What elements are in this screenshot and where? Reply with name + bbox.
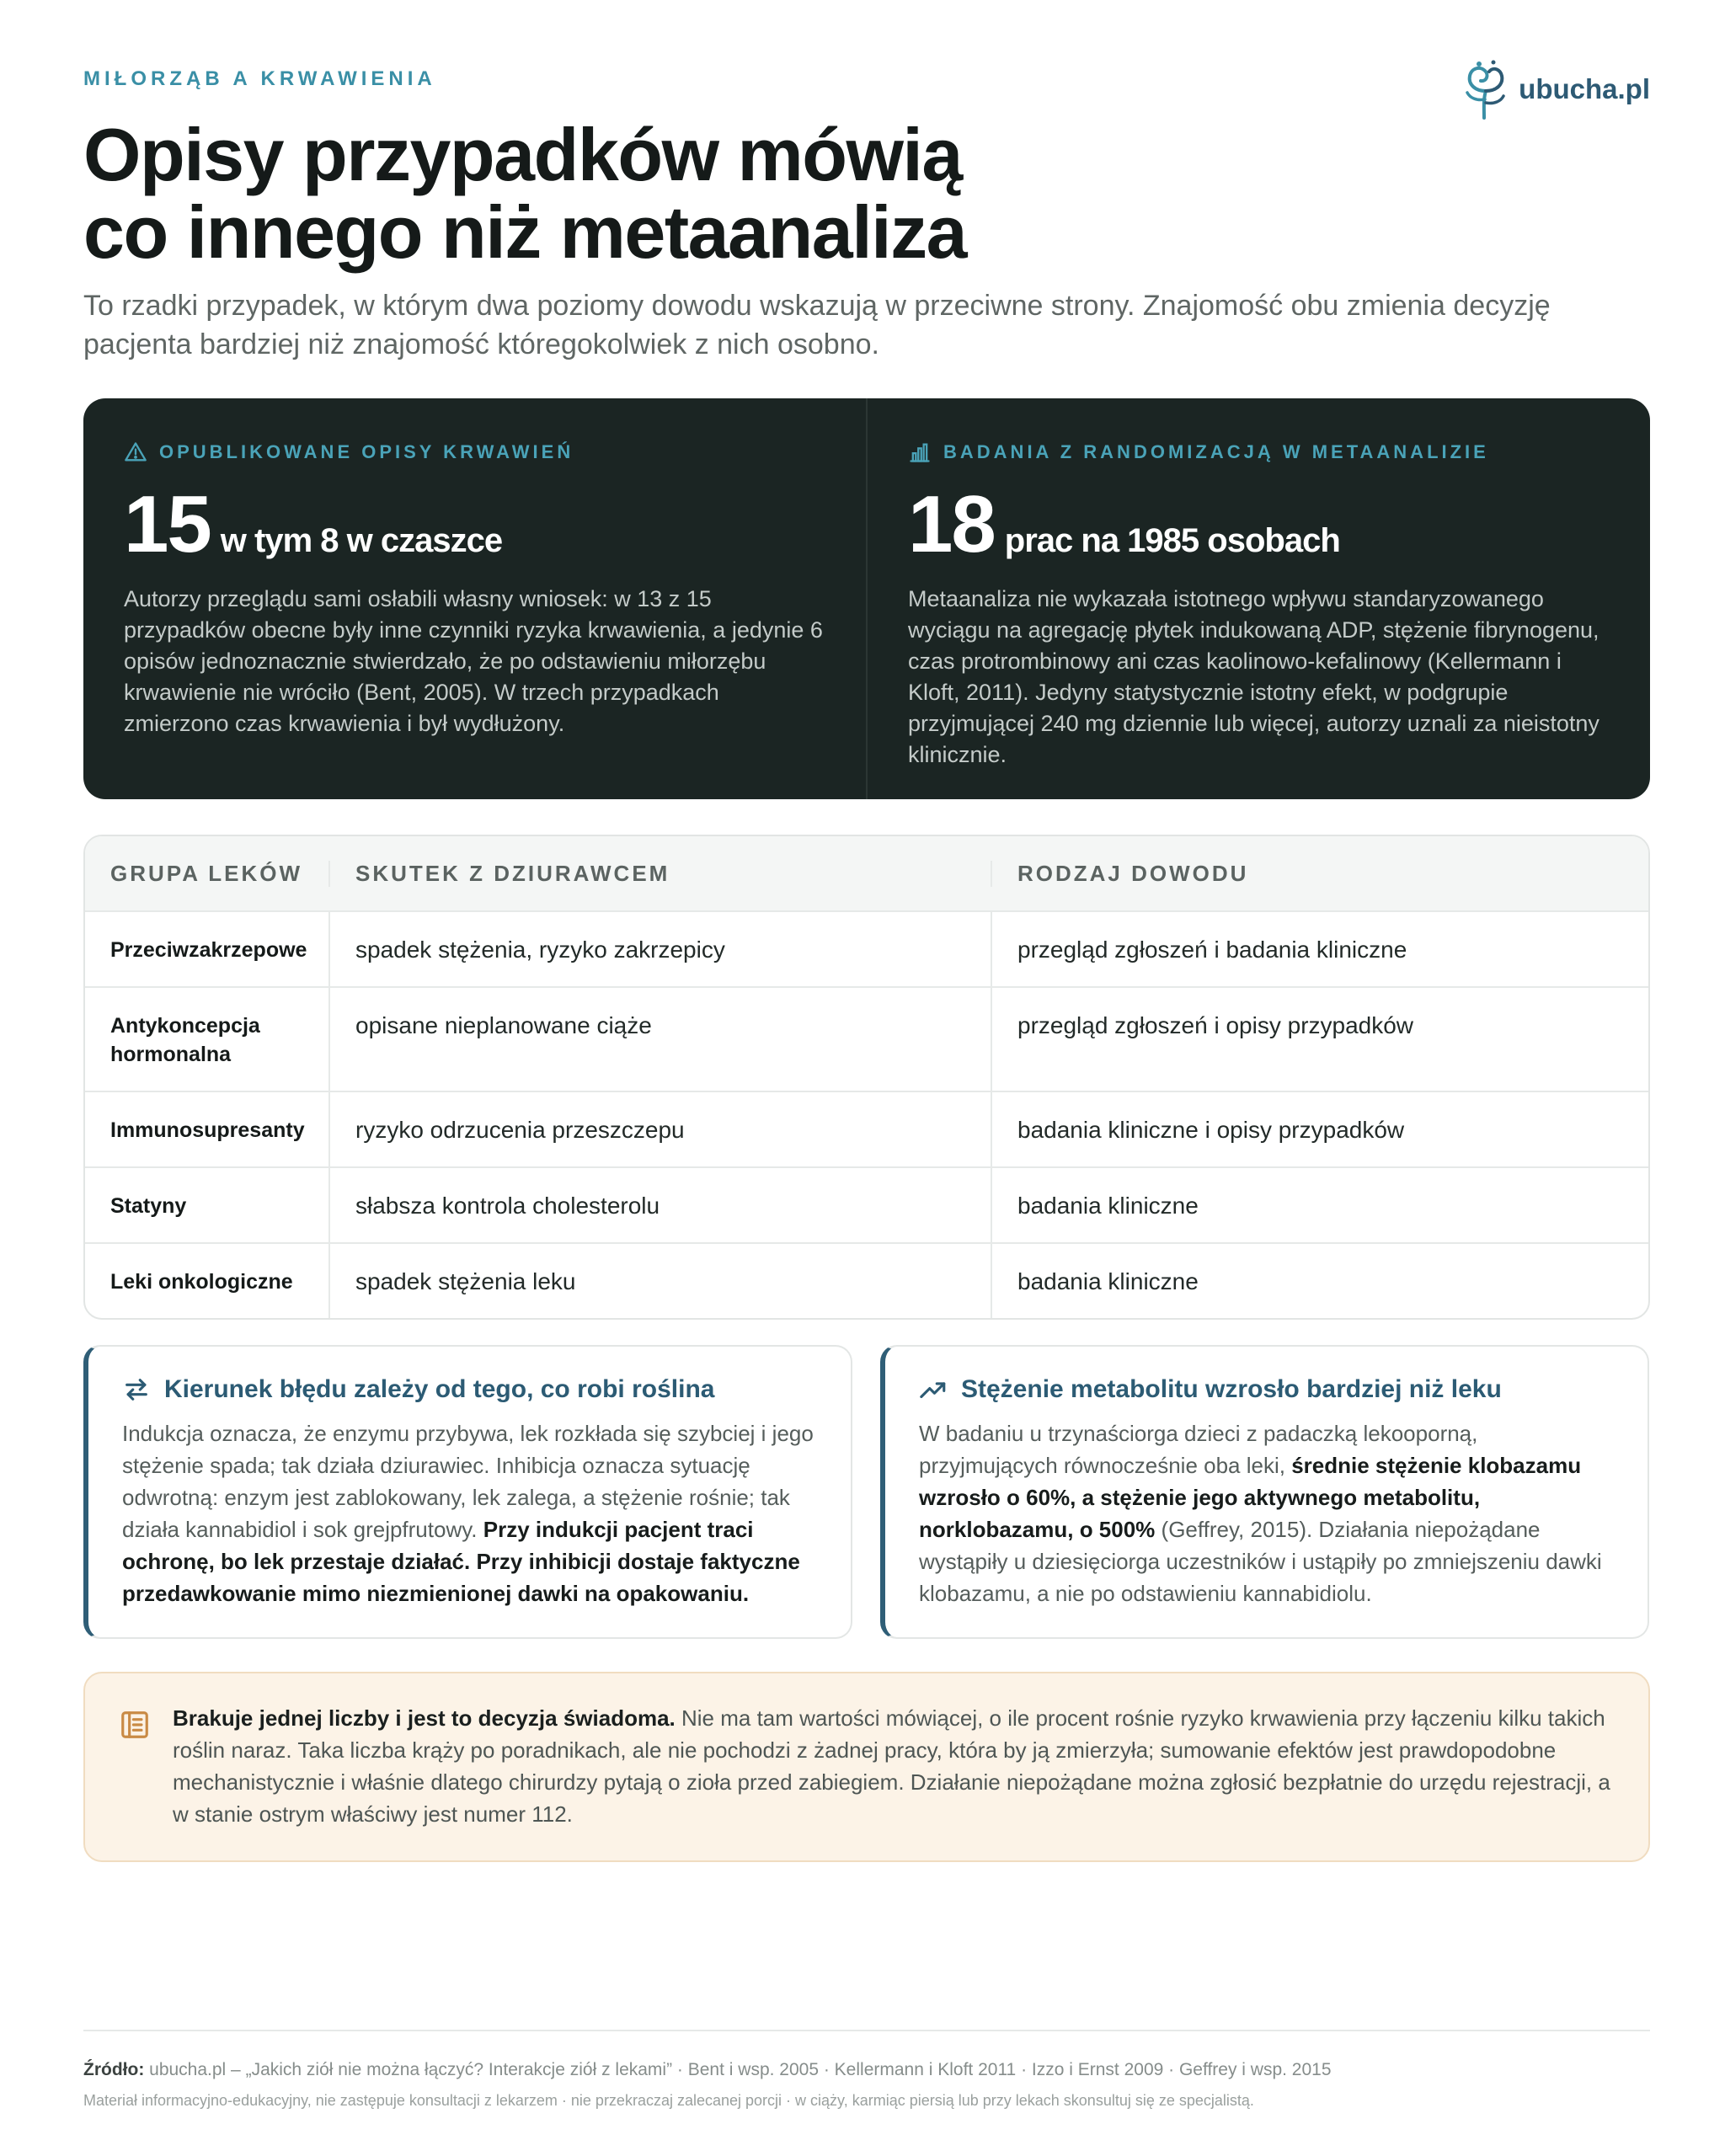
swap-arrows-icon — [122, 1375, 151, 1404]
stat-meta-analysis — [866, 398, 1650, 799]
table-header-row — [85, 836, 1648, 910]
table-row — [85, 1091, 1648, 1166]
trending-up-icon — [919, 1375, 948, 1404]
stat-figure — [908, 479, 1610, 569]
table-cell: Immunosupresanty — [110, 1118, 305, 1142]
stats-panel — [83, 398, 1650, 799]
table-row — [85, 1242, 1648, 1318]
note-title — [919, 1375, 1614, 1404]
note-emphasis: średnie stężenie klobazamu wzrosło o 60%, a stężenie jego aktywnego metabolitu, norklobazamu, o 500% — [919, 1453, 1582, 1542]
table-cell: Statyny — [110, 1194, 187, 1218]
footer — [83, 2030, 1650, 2110]
table-row — [85, 1166, 1648, 1242]
note-text — [122, 1417, 817, 1609]
stat-case-reports — [83, 398, 866, 799]
table-cell: Przeciwzakrzepowe — [110, 938, 307, 962]
lead-paragraph: To rzadki przypadek, w którym dwa poziomy dowodu wskazują w przeciwne strony. Znajomość obu zmienia decyzję pacjenta bardziej niż znajomość któregokolwiek z nich osobno. — [83, 290, 1551, 360]
source-line — [83, 2060, 1650, 2080]
note-title-text: Kierunek błędu zależy od tego, co robi roślina — [164, 1375, 715, 1403]
note-induction-inhibition — [83, 1345, 852, 1639]
table-cell: słabsza kontrola cholesterolu — [328, 1168, 991, 1242]
note-emphasis: Przy indukcji pacjent traci ochronę, bo lek przestaje działać. Przy inhibicji dostaje faktyczne przedawkowanie mimo niezmienionej dawki na opakowaniu. — [122, 1517, 800, 1606]
note-metabolite — [880, 1345, 1649, 1639]
warning-triangle-icon — [124, 440, 147, 464]
table-cell: spadek stężenia, ryzyko zakrzepicy — [328, 912, 991, 986]
title-line-1: Opisy przypadków mówią — [83, 113, 962, 196]
herb-swirl-icon — [1460, 59, 1509, 120]
stat-label — [124, 440, 825, 464]
stat-label-text: OPUBLIKOWANE OPISY KRWAWIEŃ — [159, 441, 574, 462]
table-cell: badania kliniczne — [991, 1244, 1648, 1318]
column-header: SKUTEK Z DZIURAWCEM — [328, 861, 991, 887]
note-body: W badaniu u trzynaściorga dzieci z padaczką lekooporną, przyjmujących równocześnie oba leki, — [919, 1421, 1478, 1478]
note-body: Indukcja oznacza, że enzymu przybywa, lek rozkłada się szybciej i jego stężenie spada; tak działa dziurawiec. Inhibicja oznacza sytuację odwrotną: enzym jest zablokowany, lek zalega, a stężenie rośnie; tak działa kannabidiol i sok grejpfrutowy. — [122, 1421, 814, 1542]
disclaimer: Materiał informacyjno-edukacyjny, nie zastępuje konsultacji z lekarzem · nie przekraczaj zalecanej porcji · w ciąży, karmiąc piersią lub przy lekach skonsultuj się ze specjalistą. — [83, 2092, 1254, 2109]
table-cell: opisane nieplanowane ciąże — [328, 988, 991, 1091]
source-label: Źródło: — [83, 2060, 145, 2079]
stat-sub: prac na 1985 osobach — [1004, 522, 1340, 559]
table-row — [85, 910, 1648, 986]
stat-label — [908, 440, 1610, 464]
info-callout — [83, 1672, 1650, 1862]
notes-icon — [119, 1709, 151, 1741]
title-line-2: co innego niż metaanaliza — [83, 190, 967, 274]
info-emphasis: Brakuje jednej liczby i jest to decyzja świadoma. — [173, 1705, 676, 1731]
page-header — [83, 67, 1650, 364]
stat-description: Metaanaliza nie wykazała istotnego wpływu standaryzowanego wyciągu na agregację płytek indukowaną ADP, stężenie fibrynogenu, czas protrombinowy ani czas kaolinowo-kefalinowy (Kellermann i Kloft, 2011). Jedyny statystycznie istotny efekt, w podgrupie przyjmującej 240 mg dziennie lub więcej, autorzy uznali za nieistotny klinicznie. — [908, 586, 1599, 767]
column-header: RODZAJ DOWODU — [991, 861, 1648, 887]
table-cell: badania kliniczne i opisy przypadków — [991, 1092, 1648, 1166]
table-cell: Leki onkologiczne — [110, 1270, 293, 1294]
table-cell: przegląd zgłoszeń i badania kliniczne — [991, 912, 1648, 986]
note-title-text: Stężenie metabolitu wzrosło bardziej niż leku — [961, 1375, 1502, 1403]
stat-number: 18 — [908, 479, 995, 569]
logo-text: ubucha.pl — [1519, 73, 1650, 104]
table-row — [85, 986, 1648, 1091]
table-cell: ryzyko odrzucenia przeszczepu — [328, 1092, 991, 1166]
source-text: ubucha.pl – „Jakich ziół nie można łączyć? Interakcje ziół z lekami” · Bent i wsp. 2005 · Kellermann i Kloft 2011 · Izzo i Ernst 2009 · Geffrey i wsp. 2015 — [144, 2060, 1332, 2079]
note-body-end: (Geffrey, 2015). Działania niepożądane wystąpiły u dziesięciorga uczestników i ustąpiły po zmniejszeniu dawki klobazamu, a nie po odstawieniu kannabidiolu. — [919, 1517, 1602, 1606]
table-cell: przegląd zgłoszeń i opisy przypadków — [991, 988, 1648, 1091]
info-body: Nie ma tam wartości mówiącej, o ile procent rośnie ryzyko krwawienia przy łączeniu kilku takich roślin naraz. Taka liczba krąży po poradnikach, ale nie pochodzi z żadnej pracy, która by ją zmierzyła; sumowanie efektów jest prawdopodobne mechanistycznie i właśnie dlatego chirurdzy pytają o zioła przed zabiegiem. Działanie niepożądane można zgłosić bezpłatnie do urzędu rejestracji, a w stanie ostrym właściwy jest numer 112. — [173, 1705, 1610, 1827]
eyebrow-label: MIŁORZĄB A KRWAWIENIA — [83, 67, 436, 90]
bar-chart-icon — [908, 440, 932, 464]
stat-description: Autorzy przeglądu sami osłabili własny wniosek: w 13 z 15 przypadków obecne były inne czynniki ryzyka krwawienia, a jedynie 6 opisów jednoznacznie stwierdzało, że po odstawieniu miłorzębu krwawienie nie wróciło (Bent, 2005). W trzech przypadkach zmierzono czas krwawienia i był wydłużony. — [124, 586, 823, 736]
stat-label-text: BADANIA Z RANDOMIZACJĄ W METAANALIZIE — [943, 441, 1489, 462]
page-title — [83, 113, 1650, 274]
info-text — [173, 1702, 1615, 1835]
stat-sub: w tym 8 w czaszce — [220, 522, 503, 559]
stat-number: 15 — [124, 479, 211, 569]
table-cell: Antykoncepcja hormonalna — [110, 1014, 260, 1066]
table-cell: badania kliniczne — [991, 1168, 1648, 1242]
table-cell: spadek stężenia leku — [328, 1244, 991, 1318]
note-text — [919, 1417, 1614, 1609]
interactions-table — [83, 835, 1650, 1320]
stat-figure — [124, 479, 825, 569]
column-header: GRUPA LEKÓW — [110, 860, 302, 886]
brand-logo[interactable] — [1460, 59, 1650, 120]
note-title — [122, 1375, 817, 1404]
